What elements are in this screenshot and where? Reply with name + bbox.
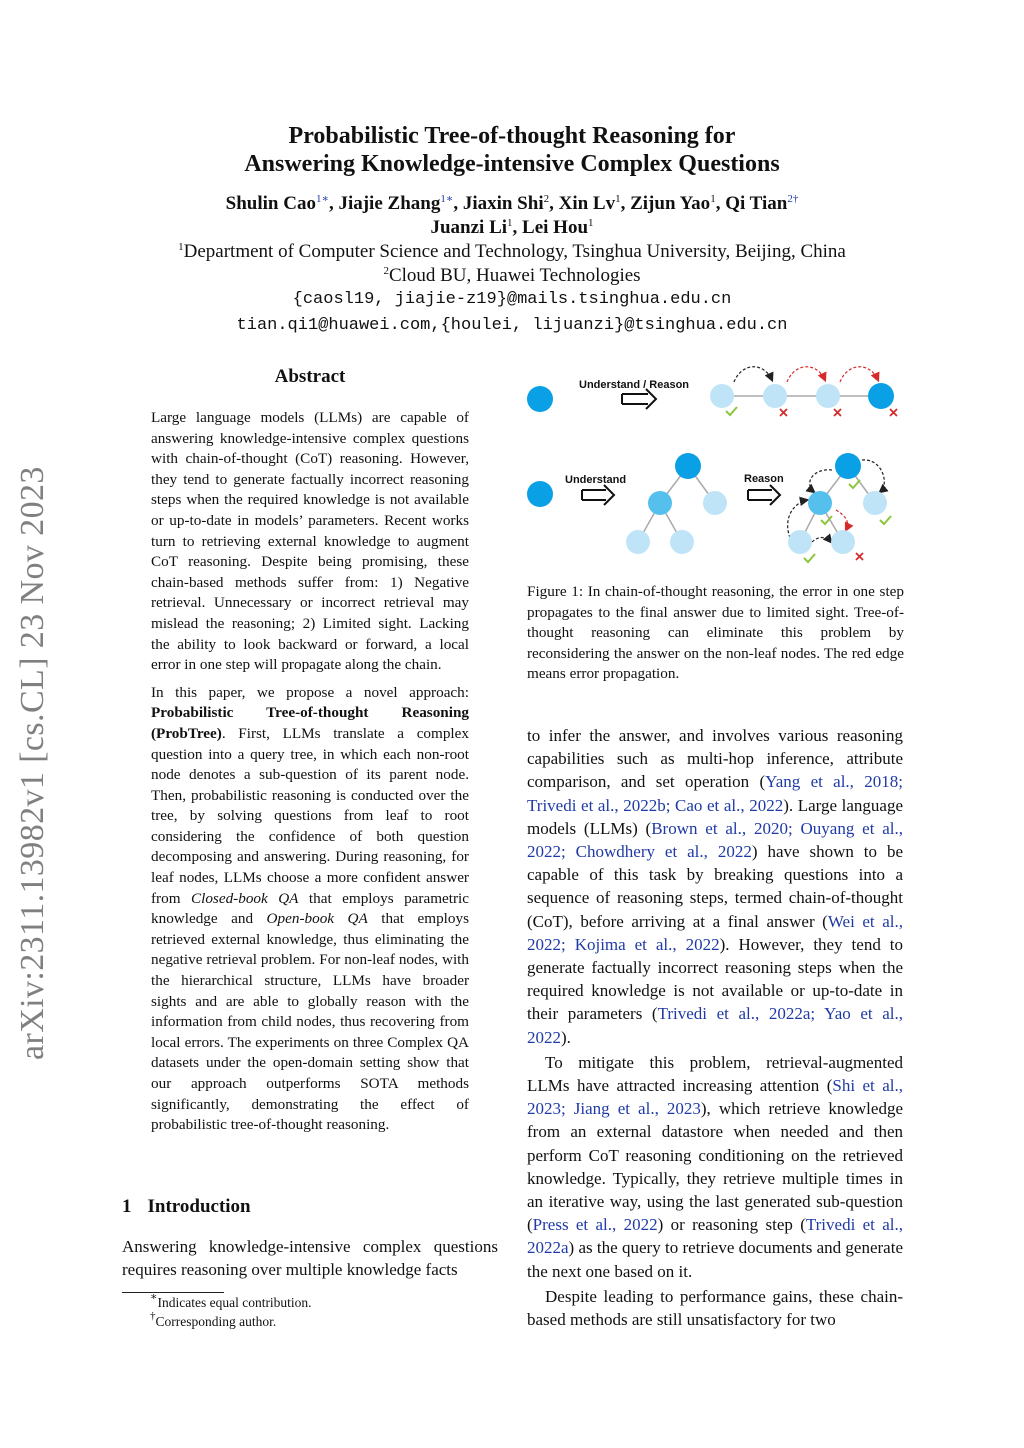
error-propagation-edge — [836, 510, 848, 530]
cross-icon — [890, 409, 897, 416]
citation-link[interactable]: Wei et al., 2022 — [527, 911, 903, 954]
reasoning-step-edge — [862, 460, 884, 492]
section-heading-introduction: 1 Introduction — [122, 1196, 251, 1217]
reasoning-step-edge — [734, 367, 772, 382]
author-mark: 1 — [507, 217, 513, 229]
intro-paragraph-1: Answering knowledge-intensive complex questions requires reasoning over multiple knowledge facts — [122, 1237, 498, 1280]
citation-link[interactable]: Ouyang et al., 2022 — [527, 818, 903, 862]
citation-link[interactable]: Trivedi et al., 2022b — [527, 795, 666, 815]
author-line-2: Juanzi Li$^1$, Lei Hou$^1$ — [430, 217, 594, 238]
citation-link[interactable]: Brown et al., 2020 — [651, 818, 788, 838]
affiliations — [0, 240, 1024, 338]
author-name: Juanzi Li — [430, 217, 508, 238]
tree-root-node — [835, 453, 861, 479]
cross-icon — [856, 553, 863, 560]
author-mark: 1 — [588, 217, 594, 229]
title-line-1: Probabilistic Tree-of-thought Reasoning for — [288, 123, 736, 149]
author-mark: 2† — [787, 193, 799, 205]
footnote-2: †Corresponding author. — [150, 1310, 277, 1329]
author-name: Zijun Yao — [630, 193, 711, 214]
question-node — [527, 386, 553, 412]
tree-node — [648, 491, 672, 515]
chain-node — [710, 384, 734, 408]
citation-link[interactable]: Shi et al., 2023 — [527, 1076, 903, 1119]
citation-link[interactable]: Trivedi et al., 2022a — [657, 1004, 811, 1024]
abstract-body — [151, 408, 469, 1136]
double-arrow-icon — [582, 485, 614, 505]
tree-node — [808, 491, 832, 515]
author-name: Jiajie Zhang — [338, 193, 441, 214]
author-mark: 1∗ — [315, 193, 329, 205]
body-paragraph-2: To mitigate this problem, retrieval-augmented LLMs have attracted increasing attention (Shi et al., 2023; Jiang et al., 2023), which retrieve knowledge from an external datastore when needed and then perform CoT reasoning conditioning on the retrieved knowledge. Typically, they retrieve multiple times in an iterative way, using the last generated sub-question (Press et al., 2022) or reasoning step (Trivedi et al., 2022a) as the query to retrieve documents and generate the next one based on it. — [527, 1052, 903, 1281]
author-line-1: Shulin Cao$^{1∗}$, Jiajie Zhang$^{1∗}$, Jiaxin Shi$^2$, Xin Lv$^1$, Zijun Yao$^1$, Qi Tian$^{2\dagger}$ — [225, 193, 799, 214]
citation-link[interactable]: Yang et al., 2018 — [765, 772, 899, 792]
tree-leaf-node — [788, 530, 812, 554]
label-reason: Reason — [744, 473, 784, 485]
citation-link[interactable]: Jiang et al., 2023 — [573, 1099, 701, 1119]
paper-title — [0, 122, 1024, 178]
affiliation-2: $^2$Cloud BU, Huawei Technologies — [383, 265, 641, 286]
author-mark: 1∗ — [440, 193, 454, 205]
chain-node — [763, 384, 787, 408]
email-line-2: tian.qi1@huawei.com,{houlei, lijuanzi}@tsinghua.edu.cn — [236, 316, 788, 335]
double-arrow-icon — [622, 389, 656, 409]
citation-link[interactable]: Kojima et al., 2022 — [574, 934, 720, 954]
check-icon — [726, 407, 737, 415]
figure-1-caption: Figure 1: In chain-of-thought reasoning, the error in one step propagates to the final answer due to limited sight. Tree-of-thought reasoning can eliminate this problem by reconsidering the answer on the non-leaf nodes. The red edge means error propagation. — [527, 583, 904, 683]
footnote-1: ∗Indicates equal contribution. — [150, 1291, 312, 1310]
citation-link[interactable]: Chowdhery et al., 2022 — [575, 842, 752, 862]
tree-leaf-node — [831, 530, 855, 554]
check-icon — [880, 516, 891, 524]
tree-leaf-node — [703, 491, 727, 515]
tree-leaf-node — [626, 530, 650, 554]
tree-root-node — [675, 453, 701, 479]
tree-leaf-node — [863, 491, 887, 515]
cross-icon — [834, 409, 841, 416]
body-paragraph-1: to infer the answer, and involves various reasoning capabilities such as multi-hop inference, attribute comparison, and set operation (Yang et al., 2018; Trivedi et al., 2022b; Cao et al., 2022). Large language models (LLMs) (Brown et al., 2020; Ouyang et al., 2022; Chowdhery et al., 2022) have shown to be capable of this task by breaking questions into a sequence of reasoning steps, termed chain-of-thought (CoT), before arriving at a final answer (Wei et al., 2022; Kojima et al., 2022). However, they tend to generate factually incorrect reasoning steps when the required knowledge is not available or up-to-date in their parameters (Trivedi et al., 2022a; Yao et al., 2022). — [527, 726, 903, 1047]
title-line-2: Answering Knowledge-intensive Complex Questions — [244, 151, 780, 177]
figure-1-diagram — [520, 360, 912, 575]
error-propagation-edge — [787, 367, 825, 382]
question-node — [527, 481, 553, 507]
citation-link[interactable]: Trivedi et al., 2022a — [527, 1215, 903, 1258]
chain-node — [816, 384, 840, 408]
arxiv-identifier: arXiv:2311.13982v1 [cs.CL] 23 Nov 2023 — [14, 466, 51, 1060]
citation-link[interactable]: Yao et al., 2022 — [527, 1004, 903, 1047]
author-name: Xin Lv — [558, 193, 616, 214]
double-arrow-icon — [748, 485, 780, 505]
check-icon — [804, 554, 815, 562]
reasoning-step-edge — [810, 470, 832, 492]
author-name: Qi Tian — [725, 193, 788, 214]
reasoning-step-edge — [812, 538, 831, 543]
label-understand-reason: Understand / Reason — [579, 379, 690, 391]
author-list — [0, 192, 1024, 240]
abstract-paragraph-2: In this paper, we propose a novel approach: Probabilistic Tree-of-thought Reasoning (ProbTree). First, LLMs translate a complex question into a query tree, in which each non-root node denotes a sub-question of its parent node. Then, probabilistic reasoning is conducted over the tree, by solving questions from leaf to root considering the confidence of both question decomposing and answering. During reasoning, for leaf nodes, LLMs choose a more confident answer from Closed-book QA that employs parametric knowledge and Open-book QA that employs retrieved external knowledge, thus eliminating the negative retrieval problem. For non-leaf nodes, with the hierarchical structure, LLMs have broader sights and are able to globally reason with the information from child nodes, thus recovering from local errors. The experiments on three Complex QA datasets under the open-domain setting show that our approach outperforms SOTA methods significantly, demonstrating the effect of probabilistic tree-of-thought reasoning. — [151, 683, 470, 1134]
affiliation-1: $^1$Department of Computer Science and Technology, Tsinghua University, Beijing, China — [178, 241, 846, 262]
citation-link[interactable]: Cao et al., 2022 — [675, 795, 784, 815]
author-name: Lei Hou — [522, 217, 589, 238]
email-line-1: {caosl19, jiajie-z19}@mails.tsinghua.edu.cn — [292, 290, 732, 309]
tree-leaf-node — [670, 530, 694, 554]
abstract-heading: Abstract — [274, 366, 346, 387]
author-mark: 1 — [710, 193, 716, 205]
error-propagation-edge — [840, 367, 878, 382]
body-paragraph-3: Despite leading to performance gains, these chain-based methods are still unsatisfactory for two — [527, 1286, 903, 1330]
author-name: Shulin Cao — [225, 193, 316, 214]
abstract-paragraph-1: Large language models (LLMs) are capable of answering knowledge-intensive complex questions with chain-of-thought (CoT) reasoning. However, they tend to generate factually incorrect reasoning steps when the required knowledge is not available or up-to-date in models’ parameters. Recent works turn to retrieving external knowledge to augment CoT reasoning. Despite being promising, these chain-based methods suffer from: 1) Negative retrieval. Unnecessary or incorrect retrieval may mislead the reasoning; 2) Limited sight. Lacking the ability to look backward or forward, a local error in one step will propagate along the chain. — [151, 409, 469, 674]
citation-link[interactable]: Press et al., 2022 — [532, 1215, 658, 1235]
author-name: Jiaxin Shi — [462, 193, 544, 214]
check-icon — [849, 480, 860, 488]
right-column-body — [527, 724, 903, 1331]
author-mark: 1 — [615, 193, 621, 205]
label-understand: Understand — [565, 474, 627, 486]
answer-node — [868, 383, 894, 409]
author-mark: 2 — [543, 193, 550, 205]
cross-icon — [780, 409, 787, 416]
